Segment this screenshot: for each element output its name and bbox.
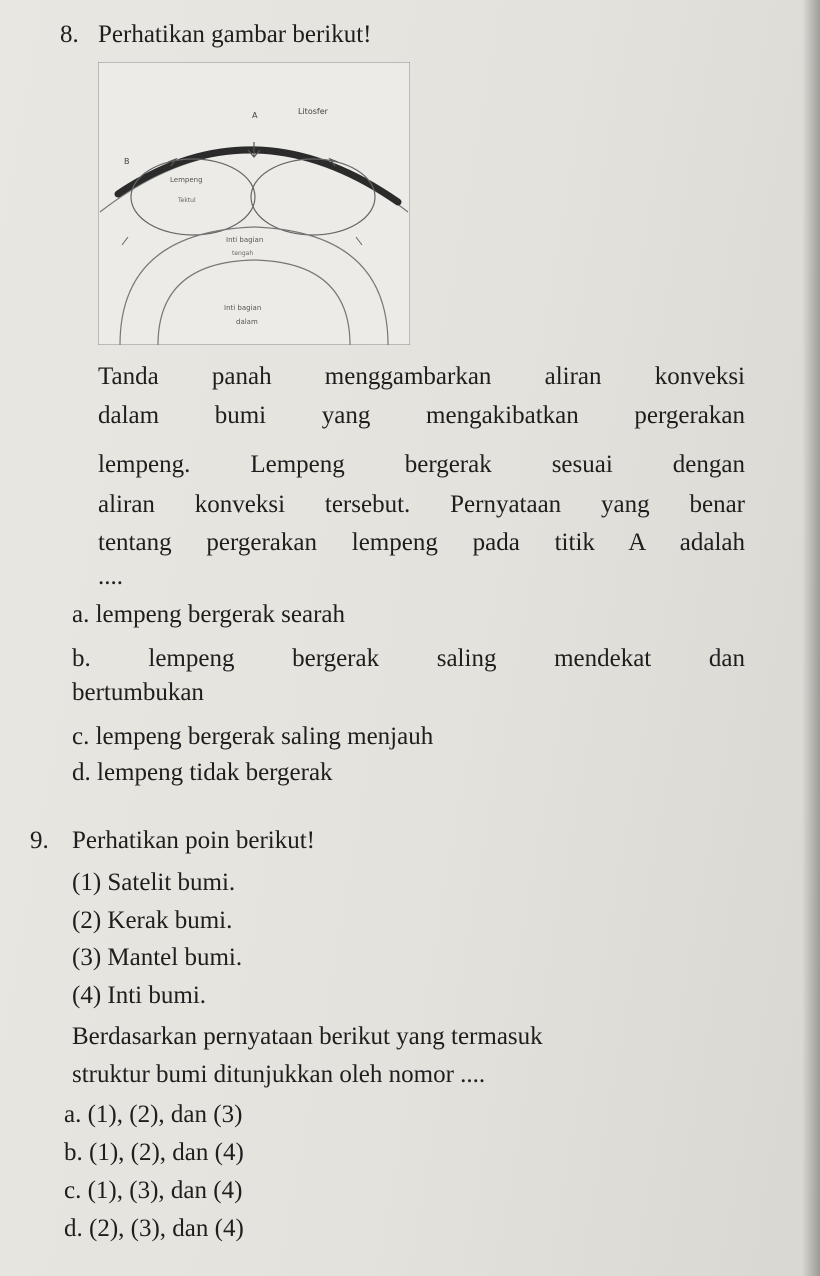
q8-text-line-5: tentang pergerakan lempeng pada titik A adalah — [98, 529, 745, 556]
q8-option-d[interactable]: d. lempeng tidak bergerak — [72, 759, 333, 786]
earth-convection-diagram — [98, 62, 410, 345]
q9-point-4: (4) Inti bumi. — [72, 982, 207, 1009]
label-litosfer: Litosfer — [298, 107, 328, 116]
q9-option-b[interactable]: b. (1), (2), dan (4) — [64, 1139, 244, 1166]
q9-number: 9. — [30, 827, 49, 854]
q9-point-2: (2) Kerak bumi. — [72, 907, 233, 934]
q9-option-d[interactable]: d. (2), (3), dan (4) — [64, 1215, 244, 1242]
label-lempeng: Lempeng — [170, 176, 203, 184]
q9-text-line-2: struktur bumi ditunjukkan oleh nomor .... — [72, 1061, 486, 1088]
label-tektul: Tektul — [178, 197, 196, 204]
q9-option-a[interactable]: a. (1), (2), dan (3) — [64, 1101, 243, 1128]
q8-text-line-2: dalam bumi yang mengakibatkan pergerakan — [98, 402, 745, 429]
label-point-b: B — [124, 157, 130, 166]
label-inti-tengah-1: Inti bagian — [226, 236, 264, 244]
q8-prompt: Perhatikan gambar berikut! — [98, 21, 372, 48]
q8-text-line-1: Tanda panah menggambarkan aliran konveksi — [98, 363, 745, 390]
q9-point-1: (1) Satelit bumi. — [72, 869, 236, 896]
q8-number: 8. — [60, 21, 79, 48]
q8-option-b-line-2[interactable]: bertumbukan — [72, 679, 204, 706]
q8-text-line-3: lempeng. Lempeng bergerak sesuai dengan — [98, 451, 745, 478]
q8-option-c[interactable]: c. lempeng bergerak saling menjauh — [72, 723, 434, 750]
q9-point-3: (3) Mantel bumi. — [72, 944, 243, 971]
page-edge-shadow — [802, 0, 820, 1276]
q8-option-a[interactable]: a. lempeng bergerak searah — [72, 601, 346, 628]
q9-option-c[interactable]: c. (1), (3), dan (4) — [64, 1177, 243, 1204]
label-point-a: A — [252, 111, 258, 120]
q8-text-line-6: .... — [98, 563, 123, 590]
label-inti-dalam-2: dalam — [236, 318, 258, 326]
q9-prompt: Perhatikan poin berikut! — [72, 827, 315, 854]
label-inti-tengah-2: tengah — [232, 250, 254, 257]
q8-text-line-4: aliran konveksi tersebut. Pernyataan yang benar — [98, 491, 745, 518]
diagram-svg — [98, 62, 410, 345]
q9-text-line-1: Berdasarkan pernyataan berikut yang termasuk — [72, 1023, 543, 1050]
q8-option-b-line-1[interactable]: b. lempeng bergerak saling mendekat dan — [72, 645, 745, 672]
label-inti-dalam-1: Inti bagian — [224, 304, 262, 312]
